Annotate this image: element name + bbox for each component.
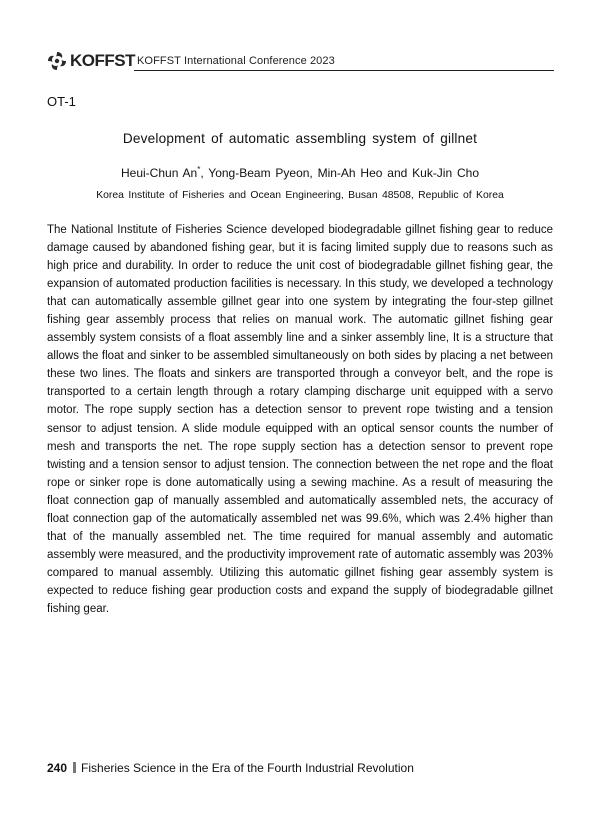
- koffst-swirl-icon: [47, 51, 67, 71]
- first-author: Heui-Chun An: [121, 166, 198, 180]
- corresponding-marker: *: [197, 165, 201, 174]
- page-header: [47, 50, 554, 72]
- running-title: Fisheries Science in the Era of the Fourth Industrial Revolution: [81, 761, 414, 775]
- affiliation: Korea Institute of Fisheries and Ocean Engineering, Busan 48508, Republic of Korea: [96, 190, 504, 201]
- abstract-body: The National Institute of Fisheries Science developed biodegradable gillnet fishing gear to reduce damage caused by abandoned fishing gear, but it is facing limited supply due to reasons such as high price and durability. In order to reduce the unit cost of biodegradable gillnet fishing gear, the expansion of automated production facilities is necessary. In this study, we developed a technology that can automatically assemble gillnet gear into one system by integrating the four-step gillnet fishing gear assembly process that relies on manual work. The automatic gillnet fishing gear assembly system consists of a float assembly line and a sinker assembly line, It is a structure that allows the float and sinker to be assembled simultaneously on both sides by placing a net between these two lines. The floats and sinkers are transported through a conveyor belt, and the rope is transported to a certain length through a rotary clamping discharge unit equipped with a servo motor. The rope supply section has a detection sensor to prevent rope twisting and a tension sensor to adjust tension. A slide module equipped with an optical sensor counts the number of mesh and transports the net. The rope supply section has a detection sensor to prevent rope twisting and a tension sensor to adjust tension. The connection between the net rope and the float rope or sinker rope is done automatically using a sewing machine. As a result of measuring the float connection gap of manually assembled and automatically assembled nets, the accuracy of float connection gap of the automatically assembled net was 99.6%, which was 2.4% higher than that of the manually assembled net. The time required for manual assembly and automatic assembly were measured, and the productivity improvement rate of automatic assembly was 203% compared to manual assembly. Utilizing this automatic gillnet fishing gear assembly system is expected to reduce fishing gear production costs and expand the supply of biodegradable gillnet fishing gear.: [47, 224, 553, 615]
- logo-wordmark: KOFFST: [70, 51, 135, 70]
- page-number: 240: [47, 761, 68, 775]
- page-footer: [47, 761, 414, 775]
- paper-title: Development of automatic assembling system of gillnet: [122, 131, 478, 146]
- koffst-logo: [47, 50, 135, 72]
- author-list: [0, 166, 600, 180]
- conference-title: KOFFST International Conference 2023: [137, 55, 335, 67]
- session-id: OT-1: [47, 94, 76, 109]
- co-authors: , Yong-Beam Pyeon, Min-Ah Heo and Kuk-Jin Cho: [200, 166, 479, 180]
- footer-separator: [73, 762, 76, 773]
- header-rule: [134, 70, 554, 71]
